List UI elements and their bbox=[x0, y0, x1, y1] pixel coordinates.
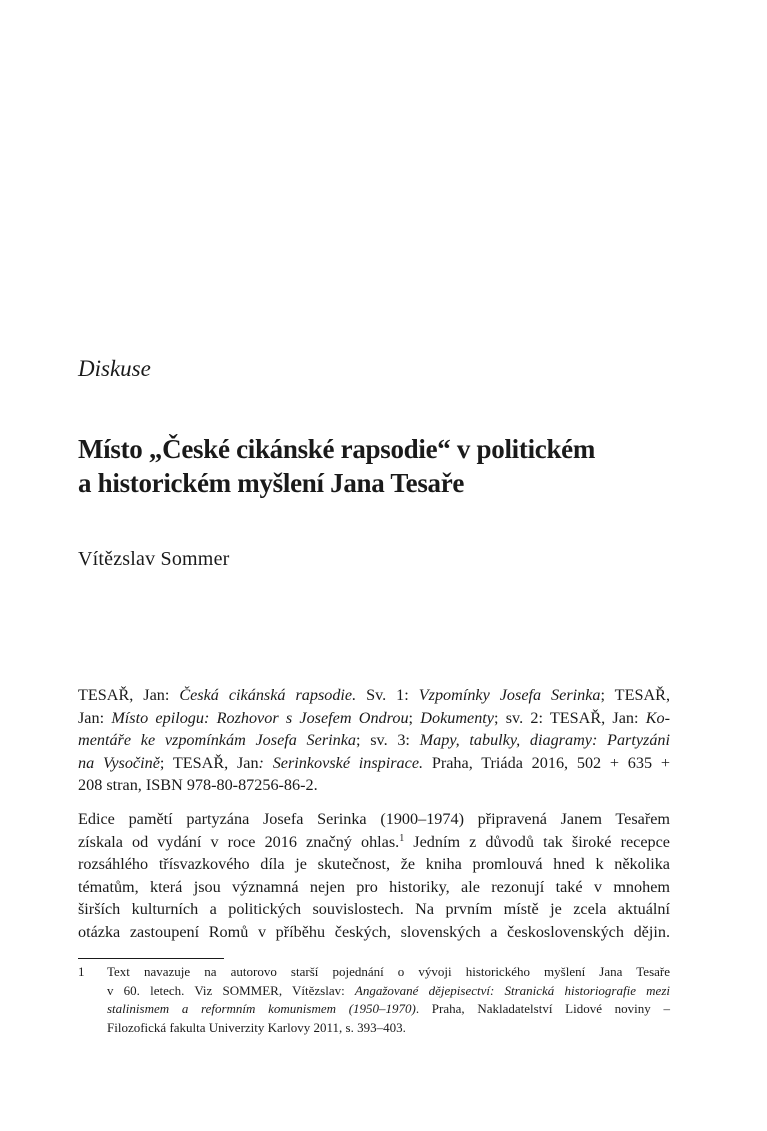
biblio-title: na Vysočině bbox=[78, 753, 160, 772]
footnote-reference[interactable]: 1 bbox=[399, 832, 405, 844]
section-label: Diskuse bbox=[78, 356, 151, 381]
footnote bbox=[78, 963, 670, 1037]
biblio-line-5: 208 stran, ISBN 978-80-87256-86-2. bbox=[78, 776, 318, 794]
biblio-title: Česká cikánská rapsodie. bbox=[179, 686, 357, 704]
biblio-title: Vzpomínky Josefa Serinka bbox=[418, 686, 601, 704]
biblio-text: ; sv. 2: TESAŘ, Jan: bbox=[494, 708, 646, 727]
biblio-line-4 bbox=[78, 752, 670, 775]
biblio-text: ; sv. 3: bbox=[356, 731, 420, 749]
body-line-6: otázka zastoupení Romů v příběhu českých, slovenských a československých dějin. bbox=[78, 922, 670, 941]
body-line-2 bbox=[78, 831, 670, 854]
biblio-text: Jan: bbox=[78, 708, 112, 727]
page bbox=[78, 0, 670, 1131]
body-text: získala od vydání v roce 2016 značný ohlas. bbox=[78, 832, 400, 851]
footnote-title: Angažované dějepisectví: Stranická historiografie mezi bbox=[354, 982, 670, 998]
bibliographic-reference bbox=[78, 684, 670, 797]
author-name: Vítězslav Sommer bbox=[78, 548, 230, 570]
footnote-text bbox=[107, 963, 670, 1037]
biblio-text: ; bbox=[408, 708, 421, 727]
biblio-line-2 bbox=[78, 707, 670, 730]
biblio-title: Ko- bbox=[645, 708, 671, 727]
biblio-text: ; TESAŘ, Jan bbox=[159, 753, 259, 772]
footnote-title: stalinismem a reformním komunismem (1950–1970) bbox=[107, 1001, 416, 1016]
footnote-line-2 bbox=[107, 982, 670, 1001]
footnote-divider bbox=[78, 958, 224, 959]
biblio-title: Místo epilogu: Rozhovor s Josefem Ondrou bbox=[111, 708, 409, 727]
biblio-title: : Serinkovské inspirace. bbox=[258, 753, 424, 772]
footnote-plain: v 60. letech. Viz SOMMER, Vítězslav: bbox=[107, 982, 355, 998]
footnote-number: 1 bbox=[78, 964, 85, 979]
biblio-title: mentáře ke vzpomínkám Josefa Serinka bbox=[78, 731, 357, 749]
biblio-line-1 bbox=[78, 684, 670, 707]
biblio-text: Sv. 1: bbox=[356, 686, 419, 704]
biblio-text: ; TESAŘ, bbox=[600, 686, 670, 704]
biblio-title: Dokumenty bbox=[420, 708, 494, 727]
body-line-4: tématům, která jsou významná nejen pro historiky, ale rezonují také v mnohem bbox=[78, 877, 670, 896]
biblio-line-3 bbox=[78, 729, 670, 752]
body-line-1: Edice pamětí partyzána Josefa Serinka (1900–1974) připravená Janem Tesařem bbox=[78, 810, 670, 828]
biblio-title: Mapy, tabulky, diagramy: Partyzáni bbox=[419, 731, 671, 749]
biblio-text: TESAŘ, Jan: bbox=[78, 686, 180, 704]
body-paragraph bbox=[78, 808, 670, 943]
biblio-text: Praha, Triáda 2016, 502 + 635 + bbox=[423, 753, 670, 772]
article-title-line-1: Místo „České cikánské rapsodie“ v politickém bbox=[78, 434, 596, 464]
footnote-line-4: Filozofická fakulta Univerzity Karlovy 2011, s. 393–403. bbox=[107, 1019, 406, 1035]
body-line-3: rozsáhlého třísvazkového díla je skutečnost, že kniha promlouvá hned k několika bbox=[78, 855, 670, 873]
body-line-5: širších kulturních a politických souvislostech. Na prvním místě je zcela aktuální bbox=[78, 900, 670, 918]
footnote-line-1: Text navazuje na autorovo starší pojednání o vývoji historického myšlení Jana Tesaře bbox=[107, 964, 670, 979]
body-text: Jedním z důvodů tak široké recepce bbox=[404, 832, 670, 851]
article-title-line-2: a historickém myšlení Jana Tesaře bbox=[78, 468, 465, 498]
footnote-plain: . Praha, Nakladatelství Lidové noviny – bbox=[415, 1001, 670, 1016]
article-title bbox=[78, 432, 678, 500]
footnote-line-3 bbox=[107, 1000, 670, 1019]
